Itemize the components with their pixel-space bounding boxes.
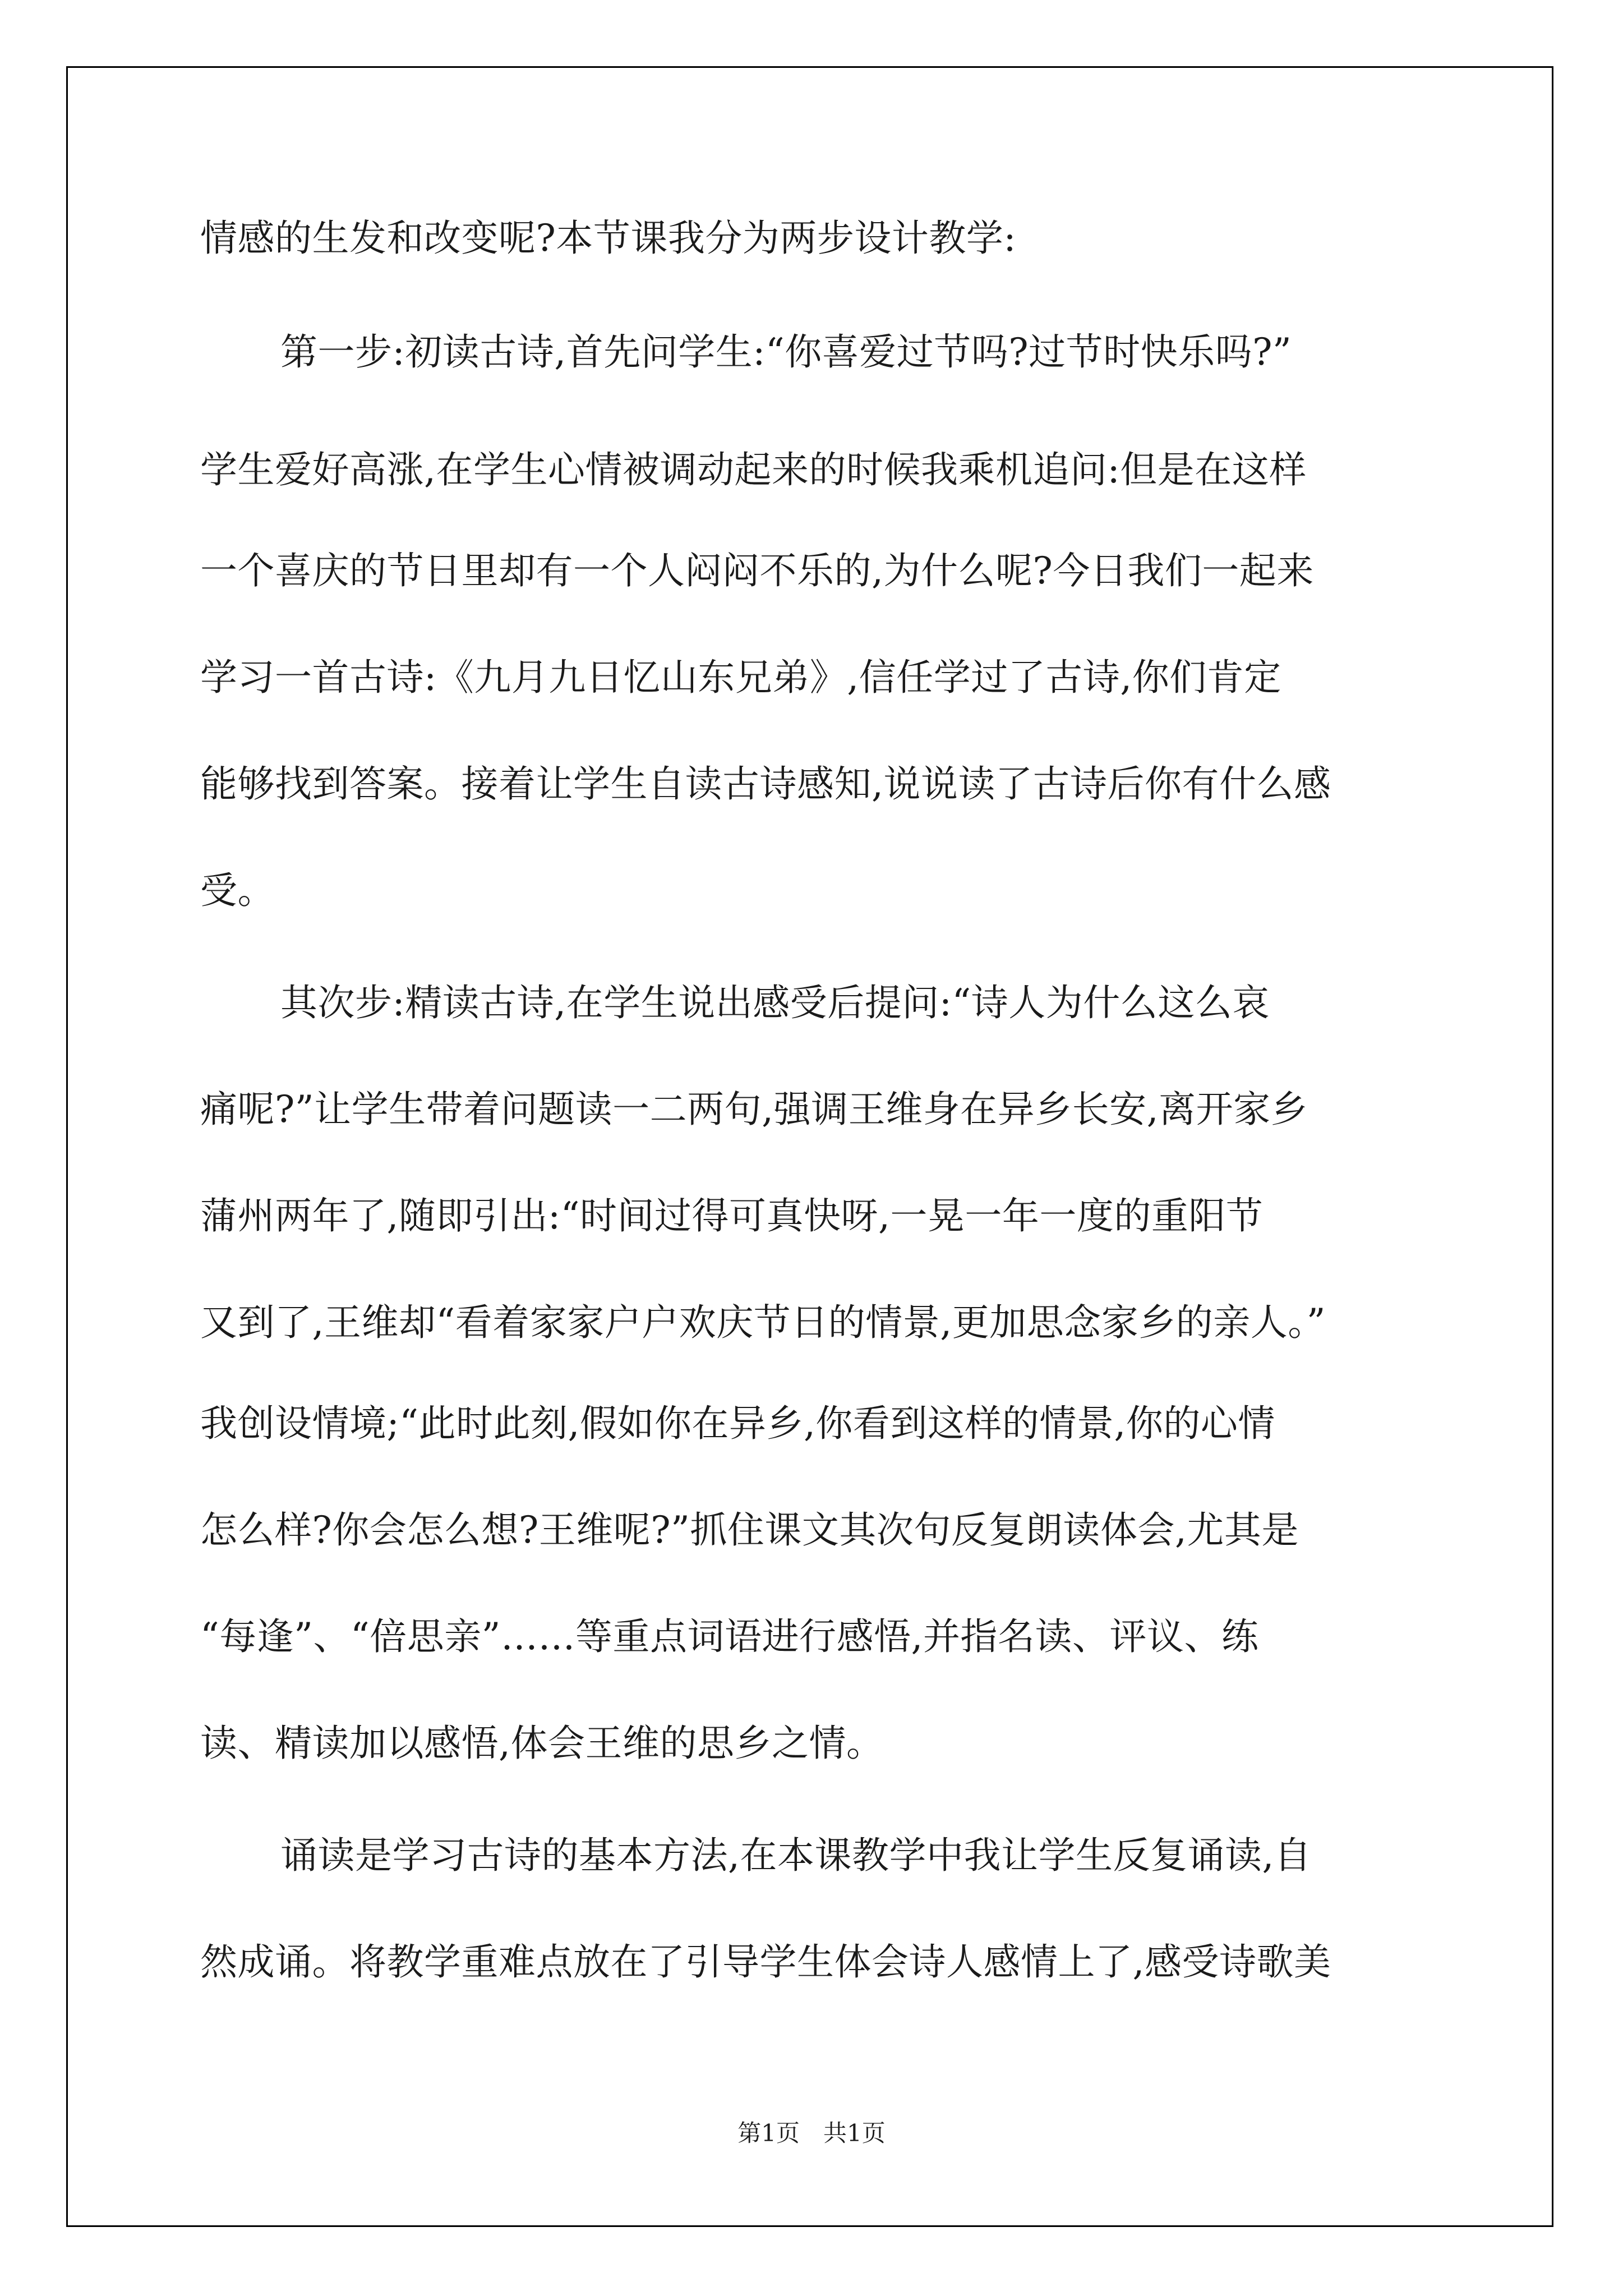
text-line-17: 然成诵。将教学重难点放在了引导学生体会诗人感情上了,感受诗歌美	[200, 1940, 1331, 1984]
text-line-10: 蒲州两年了,随即引出:“时间过得可真快呀,一晃一年一度的重阳节	[200, 1194, 1264, 1237]
text-line-15: 读、精读加以感悟,体会王维的思乡之情。	[200, 1722, 884, 1765]
text-line-5: 学习一首古诗:《九月九日忆山东兄弟》,信任学过了古诗,你们肯定	[200, 656, 1281, 699]
text-line-1: 情感的生发和改变呢?本节课我分为两步设计教学:	[200, 217, 1017, 260]
text-line-3: 学生爱好高涨,在学生心情被调动起来的时候我乘机追问:但是在这样	[200, 448, 1307, 491]
text-line-7: 受。	[200, 869, 275, 912]
text-line-12: 我创设情境;“此时此刻,假如你在异乡,你看到这样的情景,你的心情	[200, 1402, 1275, 1445]
page-number-footer: 第1页 共1页	[737, 2119, 886, 2147]
text-line-16: 诵读是学习古诗的基本方法,在本课教学中我让学生反复诵读,自	[280, 1834, 1312, 1877]
text-line-9: 痛呢?”让学生带着问题读一二两句,强调王维身在异乡长安,离开家乡	[200, 1088, 1308, 1131]
text-line-13: 怎么样?你会怎么想?王维呢?”抓住课文其次句反复朗读体会,尤其是	[200, 1508, 1299, 1552]
text-line-11: 又到了,王维却“看着家家户户欢庆节日的情景,更加思念家乡的亲人。”	[200, 1301, 1326, 1344]
text-line-8: 其次步:精读古诗,在学生说出感受后提问:“诗人为什么这么哀	[280, 981, 1270, 1024]
text-line-2: 第一步:初读古诗,首先问学生:“你喜爱过节吗?过节时快乐吗?”	[280, 330, 1292, 374]
text-line-4: 一个喜庆的节日里却有一个人闷闷不乐的,为什么呢?今日我们一起来	[200, 549, 1314, 592]
text-line-14: “每逢”、“倍思亲”……等重点词语进行感悟,并指名读、评议、练	[200, 1615, 1259, 1658]
page-border	[66, 66, 1553, 2227]
text-line-6: 能够找到答案。接着让学生自读古诗感知,说说读了古诗后你有什么感	[200, 762, 1331, 806]
